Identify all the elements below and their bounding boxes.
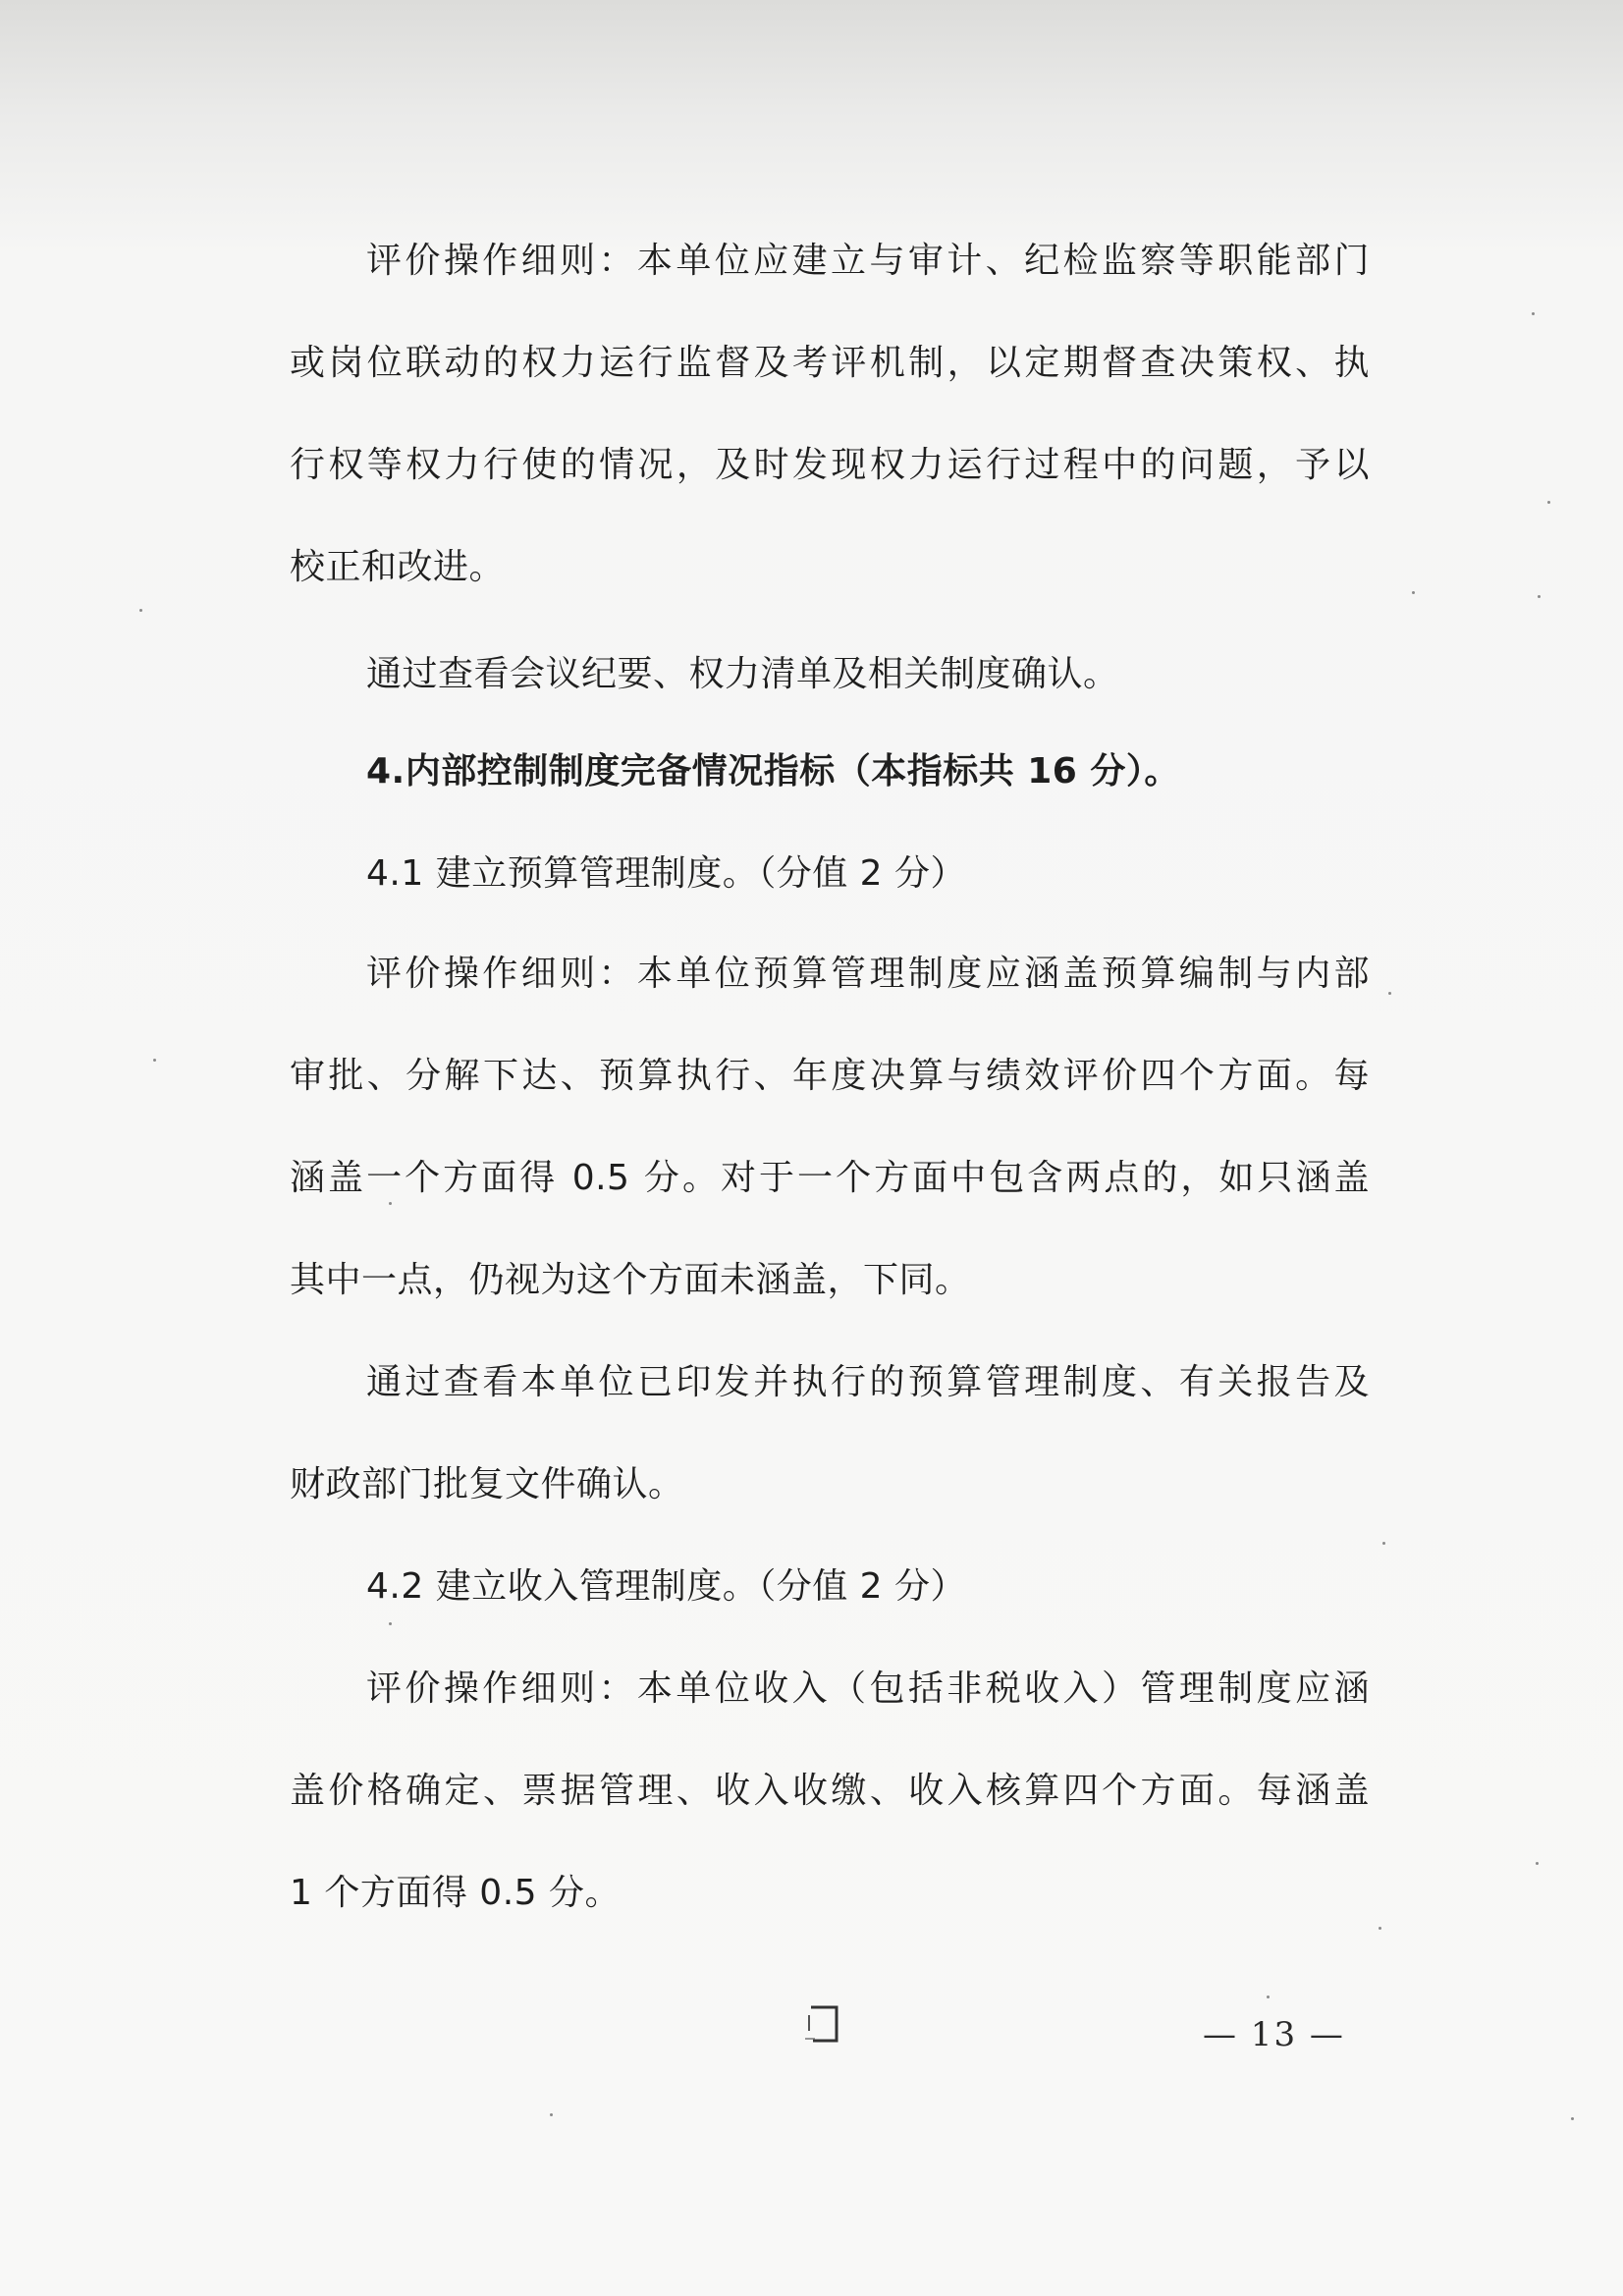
paragraph-line-16: 盖价格确定、票据管理、收入收缴、收入核算四个方面。每涵盖 — [290, 1771, 1370, 1811]
paragraph-line-15: 评价操作细则：本单位收入（包括非税收入）管理制度应涵 — [366, 1668, 1370, 1709]
paragraph-line-8: 评价操作细则：本单位预算管理制度应涵盖预算编制与内部 — [366, 954, 1370, 994]
paragraph-line-5: 通过查看会议纪要、权力清单及相关制度确认。 — [366, 654, 1119, 694]
paragraph-line-17: 1 个方面得 0.5 分。 — [290, 1873, 621, 1913]
subsection-heading-4-1: 4.1 建立预算管理制度。（分值 2 分） — [366, 853, 966, 894]
scan-speck — [389, 1202, 392, 1205]
paragraph-line-12: 通过查看本单位已印发并执行的预算管理制度、有关报告及 — [366, 1362, 1370, 1402]
scan-speck — [550, 2113, 553, 2116]
paragraph-line-2: 或岗位联动的权力运行监督及考评机制，以定期督查决策权、执 — [290, 343, 1370, 383]
paragraph-line-13: 财政部门批复文件确认。 — [290, 1464, 684, 1504]
scan-speck — [1571, 2117, 1574, 2120]
paragraph-line-9: 审批、分解下达、预算执行、年度决算与绩效评价四个方面。每 — [290, 1056, 1370, 1096]
scan-speck — [1379, 1927, 1381, 1930]
scan-speck — [1538, 595, 1541, 598]
scan-speck — [1536, 1862, 1539, 1865]
section-heading-4: 4.内部控制制度完备情况指标（本指标共 16 分）。 — [366, 751, 1180, 792]
scan-speck — [1382, 1542, 1385, 1545]
scan-speck — [1267, 1995, 1270, 1998]
scan-speck — [1388, 992, 1391, 995]
scan-speck — [153, 1059, 156, 1062]
paragraph-line-10: 涵盖一个方面得 0.5 分。对于一个方面中包含两点的，如只涵盖 — [290, 1158, 1370, 1198]
scan-speck — [1547, 501, 1550, 504]
scan-speck — [1412, 591, 1415, 594]
paragraph-line-4: 校正和改进。 — [290, 547, 506, 587]
bracket-mark-icon — [803, 2003, 842, 2047]
scan-speck — [1532, 312, 1535, 315]
paragraph-line-11: 其中一点，仍视为这个方面未涵盖，下同。 — [290, 1260, 971, 1300]
page-number: — 13 — — [1203, 2015, 1345, 2054]
paragraph-line-1: 评价操作细则：本单位应建立与审计、纪检监察等职能部门 — [366, 241, 1370, 281]
scan-speck — [389, 1622, 392, 1625]
scan-speck — [139, 609, 142, 612]
subsection-heading-4-2: 4.2 建立收入管理制度。（分值 2 分） — [366, 1566, 966, 1607]
paragraph-line-3: 行权等权力行使的情况，及时发现权力运行过程中的问题，予以 — [290, 445, 1370, 485]
